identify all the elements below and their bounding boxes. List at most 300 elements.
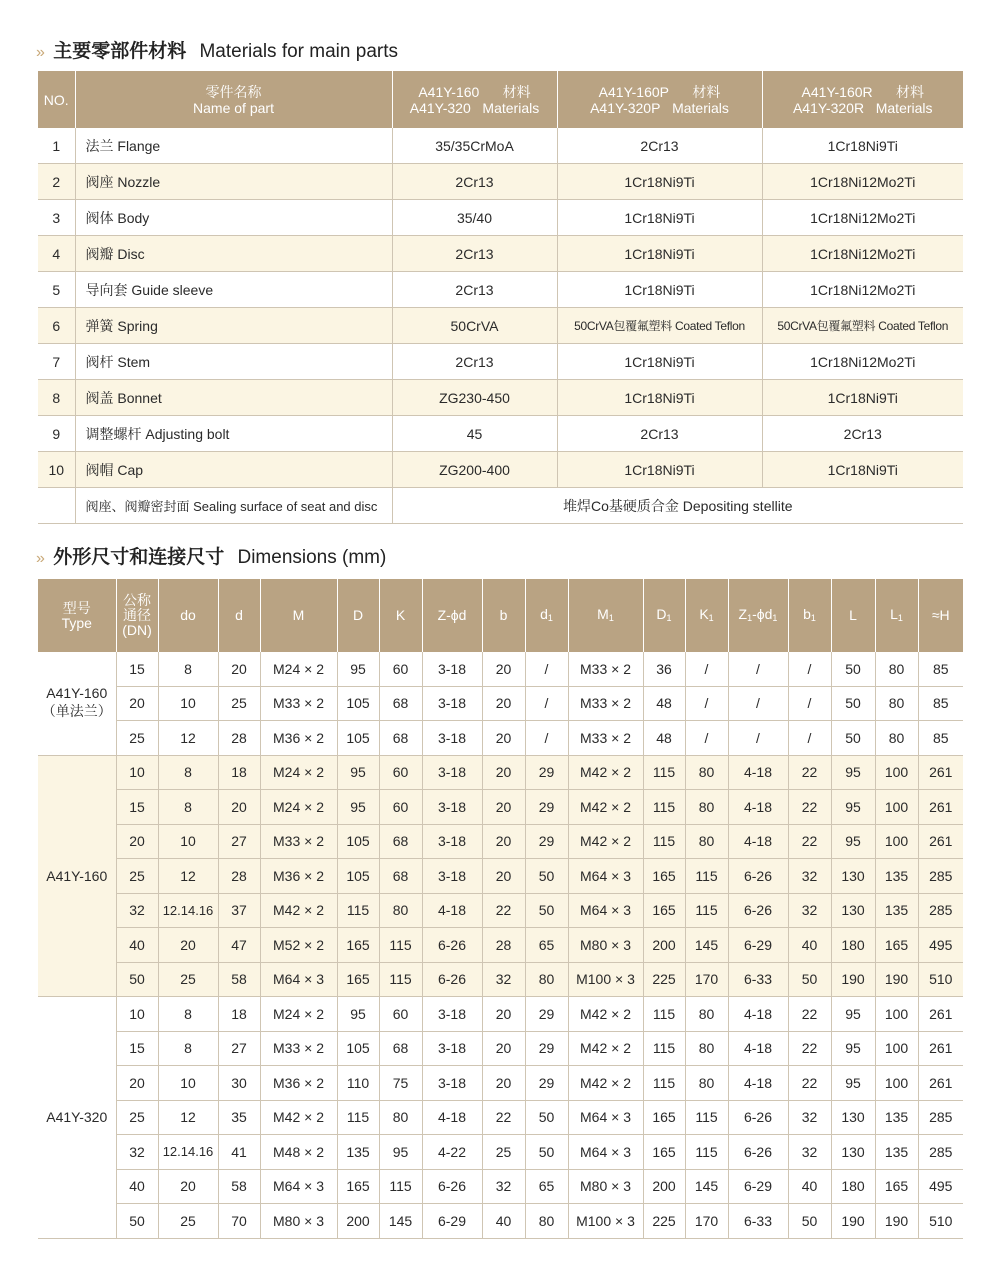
sealing-empty-cell: [38, 488, 75, 524]
cell-D: 95: [337, 790, 379, 825]
dimensions-section-title: [36, 542, 386, 569]
cell-b: 22: [482, 1100, 525, 1135]
cell-z-phi-d: 3-18: [422, 1066, 482, 1101]
cell-m: M36 × 2: [260, 1066, 337, 1101]
cell-z1-phi-d1: 4-18: [728, 1031, 788, 1066]
cell-k: 60: [379, 755, 422, 790]
cell-do: 25: [158, 962, 218, 997]
cell-dn: 50: [116, 1204, 158, 1239]
cell-b1: 22: [788, 755, 831, 790]
cell-do: 10: [158, 686, 218, 721]
cell-z1-phi-d1: 6-26: [728, 859, 788, 894]
material-r: 50CrVA包覆氟塑料 Coated Teflon: [762, 308, 963, 344]
type-model: A41Y-160: [46, 867, 108, 884]
part-number: 8: [38, 380, 75, 416]
cell-h: 85: [918, 686, 963, 721]
cell-b: 22: [482, 893, 525, 928]
cell-b1: 50: [788, 1204, 831, 1239]
cell-b1: 32: [788, 1100, 831, 1135]
cell-m1: M42 × 2: [568, 755, 643, 790]
cell-z1-phi-d1: /: [728, 686, 788, 721]
materials-title-zh: 主要零部件材料: [53, 40, 187, 62]
cell-z1-phi-d1: 6-29: [728, 928, 788, 963]
type-model: A41Y-320: [46, 1109, 108, 1126]
cell-d: 47: [218, 928, 260, 963]
header-do: do: [158, 579, 218, 652]
cell-do: 12: [158, 1100, 218, 1135]
cell-d1: 80: [525, 962, 568, 997]
materials-row: [38, 200, 963, 236]
cell-D1: 115: [643, 1066, 685, 1101]
cell-z1-phi-d1: 6-33: [728, 962, 788, 997]
cell-l: 95: [831, 997, 875, 1032]
cell-k: 60: [379, 790, 422, 825]
cell-k1: 80: [685, 1031, 728, 1066]
cell-l: 190: [831, 1204, 875, 1239]
materials-title-en: Materials for main parts: [199, 41, 398, 62]
cell-z1-phi-d1: 4-18: [728, 824, 788, 859]
materials-row: [38, 380, 963, 416]
cell-z1-phi-d1: /: [728, 652, 788, 686]
type-cell: [38, 997, 116, 1239]
dimensions-row: [38, 962, 963, 997]
cell-d1: 29: [525, 1066, 568, 1101]
cell-k: 115: [379, 1169, 422, 1204]
cell-h: 285: [918, 893, 963, 928]
cell-do: 10: [158, 1066, 218, 1101]
cell-m: M24 × 2: [260, 997, 337, 1032]
chevron-icon: »: [36, 44, 42, 61]
cell-D: 115: [337, 1100, 379, 1135]
cell-do: 12: [158, 721, 218, 756]
cell-h: 285: [918, 1100, 963, 1135]
cell-k: 75: [379, 1066, 422, 1101]
cell-m1: M64 × 3: [568, 1100, 643, 1135]
cell-dn: 32: [116, 893, 158, 928]
cell-k1: /: [685, 721, 728, 756]
cell-l1: 80: [875, 721, 918, 756]
cell-z-phi-d: 3-18: [422, 997, 482, 1032]
cell-b: 20: [482, 686, 525, 721]
cell-l: 50: [831, 686, 875, 721]
cell-l: 95: [831, 790, 875, 825]
cell-z-phi-d: 6-26: [422, 1169, 482, 1204]
cell-z-phi-d: 6-29: [422, 1204, 482, 1239]
cell-h: 261: [918, 790, 963, 825]
header-d1: $d_1$: [525, 579, 568, 652]
cell-D1: 36: [643, 652, 685, 686]
cell-b: 20: [482, 1066, 525, 1101]
cell-d: 70: [218, 1204, 260, 1239]
cell-D1: 48: [643, 721, 685, 756]
part-name: 阀帽 Cap: [75, 452, 392, 488]
cell-D1: 225: [643, 1204, 685, 1239]
header-m: M: [260, 579, 337, 652]
cell-D1: 115: [643, 824, 685, 859]
cell-D: 105: [337, 1031, 379, 1066]
cell-l: 130: [831, 859, 875, 894]
cell-h: 495: [918, 928, 963, 963]
material-standard: 2Cr13: [392, 272, 557, 308]
cell-do: 12: [158, 859, 218, 894]
cell-d1: 50: [525, 1100, 568, 1135]
cell-D1: 165: [643, 859, 685, 894]
dimensions-row: [38, 1066, 963, 1101]
cell-D: 95: [337, 652, 379, 686]
cell-l1: 190: [875, 962, 918, 997]
cell-m: M33 × 2: [260, 1031, 337, 1066]
cell-b: 28: [482, 928, 525, 963]
sealing-row: [38, 488, 963, 524]
material-p: 2Cr13: [557, 416, 762, 452]
cell-z-phi-d: 4-18: [422, 1100, 482, 1135]
cell-b1: 50: [788, 962, 831, 997]
header-materials-3: A41Y-160R 材料 A41Y-320R Materials: [762, 71, 963, 128]
cell-D: 105: [337, 686, 379, 721]
cell-D: 200: [337, 1204, 379, 1239]
cell-b1: 22: [788, 824, 831, 859]
sealing-value: 堆焊Co基硬质合金 Depositing stellite: [392, 488, 963, 524]
material-r: 1Cr18Ni12Mo2Ti: [762, 344, 963, 380]
cell-d: 37: [218, 893, 260, 928]
cell-d: 30: [218, 1066, 260, 1101]
cell-m: M24 × 2: [260, 790, 337, 825]
cell-m1: M80 × 3: [568, 928, 643, 963]
cell-h: 495: [918, 1169, 963, 1204]
cell-z-phi-d: 3-18: [422, 1031, 482, 1066]
cell-d1: /: [525, 721, 568, 756]
cell-D: 105: [337, 721, 379, 756]
cell-D: 110: [337, 1066, 379, 1101]
cell-D1: 165: [643, 1135, 685, 1170]
cell-z1-phi-d1: /: [728, 721, 788, 756]
cell-k: 80: [379, 893, 422, 928]
cell-l1: 165: [875, 1169, 918, 1204]
part-name: 阀座 Nozzle: [75, 164, 392, 200]
cell-l1: 100: [875, 790, 918, 825]
cell-do: 8: [158, 1031, 218, 1066]
cell-k1: 115: [685, 893, 728, 928]
header-name-zh: 零件名称: [205, 83, 262, 100]
cell-z-phi-d: 6-26: [422, 962, 482, 997]
cell-do: 20: [158, 1169, 218, 1204]
cell-m: M36 × 2: [260, 721, 337, 756]
cell-l: 50: [831, 721, 875, 756]
cell-D: 135: [337, 1135, 379, 1170]
cell-l1: 135: [875, 1100, 918, 1135]
cell-z-phi-d: 4-22: [422, 1135, 482, 1170]
cell-D: 95: [337, 755, 379, 790]
dimensions-title-zh: 外形尺寸和连接尺寸: [53, 546, 225, 568]
header-z1-phi-d1: $Z_1-\phi d_1$: [728, 579, 788, 652]
cell-m1: M33 × 2: [568, 652, 643, 686]
cell-k: 68: [379, 859, 422, 894]
cell-d1: 50: [525, 1135, 568, 1170]
cell-d1: 50: [525, 893, 568, 928]
cell-h: 285: [918, 859, 963, 894]
material-standard: ZG200-400: [392, 452, 557, 488]
cell-l1: 100: [875, 997, 918, 1032]
material-p: 50CrVA包覆氟塑料 Coated Teflon: [557, 308, 762, 344]
cell-D: 165: [337, 928, 379, 963]
cell-k1: 115: [685, 1100, 728, 1135]
type-model: A41Y-160: [46, 685, 108, 702]
cell-z-phi-d: 4-18: [422, 893, 482, 928]
dimensions-row: [38, 1204, 963, 1239]
cell-l: 130: [831, 1100, 875, 1135]
cell-h: 261: [918, 1031, 963, 1066]
header-k: K: [379, 579, 422, 652]
cell-k: 68: [379, 686, 422, 721]
cell-d: 25: [218, 686, 260, 721]
dimensions-row: [38, 721, 963, 756]
material-r: 1Cr18Ni9Ti: [762, 452, 963, 488]
part-name: 阀瓣 Disc: [75, 236, 392, 272]
material-standard: 35/35CrMoA: [392, 128, 557, 164]
cell-D1: 115: [643, 997, 685, 1032]
cell-dn: 50: [116, 962, 158, 997]
cell-z-phi-d: 3-18: [422, 686, 482, 721]
material-standard: 45: [392, 416, 557, 452]
cell-k: 115: [379, 928, 422, 963]
material-p: 1Cr18Ni9Ti: [557, 344, 762, 380]
cell-dn: 10: [116, 997, 158, 1032]
cell-h: 261: [918, 824, 963, 859]
dimensions-row: [38, 1169, 963, 1204]
material-r: 1Cr18Ni12Mo2Ti: [762, 200, 963, 236]
cell-m: M64 × 3: [260, 962, 337, 997]
part-number: 3: [38, 200, 75, 236]
cell-m: M33 × 2: [260, 686, 337, 721]
cell-z1-phi-d1: 4-18: [728, 1066, 788, 1101]
materials-row: [38, 128, 963, 164]
cell-l1: 100: [875, 1031, 918, 1066]
material-standard: 2Cr13: [392, 164, 557, 200]
header-h: ≈H: [918, 579, 963, 652]
cell-m1: M100 × 3: [568, 1204, 643, 1239]
cell-k1: 80: [685, 790, 728, 825]
cell-l1: 135: [875, 859, 918, 894]
cell-b1: 40: [788, 928, 831, 963]
header-type: 型号 Type: [38, 579, 116, 652]
cell-do: 8: [158, 790, 218, 825]
cell-k1: 115: [685, 1135, 728, 1170]
dimensions-row: [38, 686, 963, 721]
cell-z1-phi-d1: 6-26: [728, 1135, 788, 1170]
cell-l: 130: [831, 893, 875, 928]
dimensions-row: [38, 1100, 963, 1135]
cell-k1: 170: [685, 962, 728, 997]
material-standard: 35/40: [392, 200, 557, 236]
cell-z1-phi-d1: 6-33: [728, 1204, 788, 1239]
cell-z1-phi-d1: 6-26: [728, 893, 788, 928]
cell-D: 105: [337, 824, 379, 859]
cell-dn: 20: [116, 824, 158, 859]
cell-d1: 65: [525, 928, 568, 963]
cell-D1: 165: [643, 1100, 685, 1135]
cell-b1: 32: [788, 859, 831, 894]
cell-m: M42 × 2: [260, 893, 337, 928]
cell-l1: 100: [875, 824, 918, 859]
dimensions-row: [38, 1031, 963, 1066]
part-number: 9: [38, 416, 75, 452]
cell-b1: 22: [788, 1031, 831, 1066]
materials-row: [38, 236, 963, 272]
material-p: 2Cr13: [557, 128, 762, 164]
header-d: d: [218, 579, 260, 652]
header-D: D: [337, 579, 379, 652]
cell-h: 510: [918, 1204, 963, 1239]
cell-m: M42 × 2: [260, 1100, 337, 1135]
cell-k1: /: [685, 652, 728, 686]
cell-l: 50: [831, 652, 875, 686]
materials-row: [38, 344, 963, 380]
cell-l1: 80: [875, 652, 918, 686]
header-D1: $D_1$: [643, 579, 685, 652]
cell-b: 20: [482, 997, 525, 1032]
header-m1: $M_1$: [568, 579, 643, 652]
cell-D1: 225: [643, 962, 685, 997]
cell-m: M24 × 2: [260, 652, 337, 686]
cell-k1: 145: [685, 928, 728, 963]
cell-D: 95: [337, 997, 379, 1032]
cell-dn: 25: [116, 721, 158, 756]
cell-b: 20: [482, 1031, 525, 1066]
part-name: 调整螺杆 Adjusting bolt: [75, 416, 392, 452]
cell-k: 60: [379, 997, 422, 1032]
cell-D1: 115: [643, 755, 685, 790]
cell-m1: M42 × 2: [568, 1031, 643, 1066]
part-name: 弹簧 Spring: [75, 308, 392, 344]
material-standard: 2Cr13: [392, 236, 557, 272]
materials-row: [38, 308, 963, 344]
cell-D1: 165: [643, 893, 685, 928]
cell-l: 95: [831, 1031, 875, 1066]
materials-row: [38, 416, 963, 452]
part-number: 4: [38, 236, 75, 272]
cell-d: 20: [218, 652, 260, 686]
header-no: NO.: [38, 71, 75, 128]
sealing-name: 阀座、阀瓣密封面 Sealing surface of seat and disc: [75, 488, 392, 524]
header-l: L: [831, 579, 875, 652]
cell-l: 180: [831, 1169, 875, 1204]
cell-d: 28: [218, 859, 260, 894]
materials-table: [38, 71, 963, 524]
cell-h: 85: [918, 721, 963, 756]
dimensions-row: [38, 824, 963, 859]
cell-d1: /: [525, 686, 568, 721]
cell-do: 12.14.16: [158, 893, 218, 928]
cell-d1: 50: [525, 859, 568, 894]
type-cell: [38, 652, 116, 755]
cell-h: 261: [918, 1066, 963, 1101]
cell-l: 180: [831, 928, 875, 963]
cell-k1: 80: [685, 824, 728, 859]
cell-D1: 200: [643, 1169, 685, 1204]
cell-k1: 115: [685, 859, 728, 894]
part-name: 法兰 Flange: [75, 128, 392, 164]
part-name: 阀体 Body: [75, 200, 392, 236]
cell-dn: 20: [116, 1066, 158, 1101]
cell-D1: 115: [643, 1031, 685, 1066]
part-number: 6: [38, 308, 75, 344]
cell-b: 32: [482, 1169, 525, 1204]
cell-k: 145: [379, 1204, 422, 1239]
cell-z-phi-d: 3-18: [422, 790, 482, 825]
cell-do: 8: [158, 652, 218, 686]
cell-b1: 32: [788, 893, 831, 928]
materials-header-row: [38, 71, 963, 128]
cell-do: 12.14.16: [158, 1135, 218, 1170]
dimensions-row: [38, 1135, 963, 1170]
cell-l1: 80: [875, 686, 918, 721]
cell-h: 85: [918, 652, 963, 686]
cell-m: M48 × 2: [260, 1135, 337, 1170]
cell-l1: 165: [875, 928, 918, 963]
cell-z-phi-d: 3-18: [422, 755, 482, 790]
cell-l: 95: [831, 824, 875, 859]
cell-m1: M42 × 2: [568, 790, 643, 825]
cell-d: 41: [218, 1135, 260, 1170]
part-name: 阀盖 Bonnet: [75, 380, 392, 416]
material-standard: 50CrVA: [392, 308, 557, 344]
cell-m1: M64 × 3: [568, 893, 643, 928]
part-number: 1: [38, 128, 75, 164]
cell-dn: 32: [116, 1135, 158, 1170]
cell-do: 8: [158, 755, 218, 790]
cell-b1: /: [788, 652, 831, 686]
cell-d1: 80: [525, 1204, 568, 1239]
cell-D: 115: [337, 893, 379, 928]
cell-dn: 15: [116, 790, 158, 825]
dimensions-row: [38, 859, 963, 894]
cell-d: 58: [218, 962, 260, 997]
cell-d: 27: [218, 824, 260, 859]
dimensions-row: [38, 893, 963, 928]
cell-z-phi-d: 3-18: [422, 859, 482, 894]
cell-m1: M80 × 3: [568, 1169, 643, 1204]
cell-l: 95: [831, 755, 875, 790]
cell-l: 130: [831, 1135, 875, 1170]
cell-h: 261: [918, 997, 963, 1032]
cell-b: 32: [482, 962, 525, 997]
header-k1: $K_1$: [685, 579, 728, 652]
header-b1: $b_1$: [788, 579, 831, 652]
cell-b1: 40: [788, 1169, 831, 1204]
part-number: 2: [38, 164, 75, 200]
cell-k: 115: [379, 962, 422, 997]
dimensions-row: [38, 790, 963, 825]
cell-k1: /: [685, 686, 728, 721]
dimensions-table: [38, 579, 963, 1239]
material-p: 1Cr18Ni9Ti: [557, 272, 762, 308]
cell-D1: 115: [643, 790, 685, 825]
cell-k1: 170: [685, 1204, 728, 1239]
cell-b: 20: [482, 721, 525, 756]
header-name-of-part: [75, 71, 392, 128]
cell-b1: 22: [788, 790, 831, 825]
cell-b: 20: [482, 755, 525, 790]
cell-l1: 135: [875, 1135, 918, 1170]
material-r: 1Cr18Ni9Ti: [762, 128, 963, 164]
type-note: （单法兰）: [41, 703, 112, 720]
cell-dn: 25: [116, 1100, 158, 1135]
cell-do: 8: [158, 997, 218, 1032]
cell-l: 190: [831, 962, 875, 997]
materials-row: [38, 272, 963, 308]
dimensions-row: [38, 997, 963, 1032]
dimensions-header-row: [38, 579, 963, 652]
